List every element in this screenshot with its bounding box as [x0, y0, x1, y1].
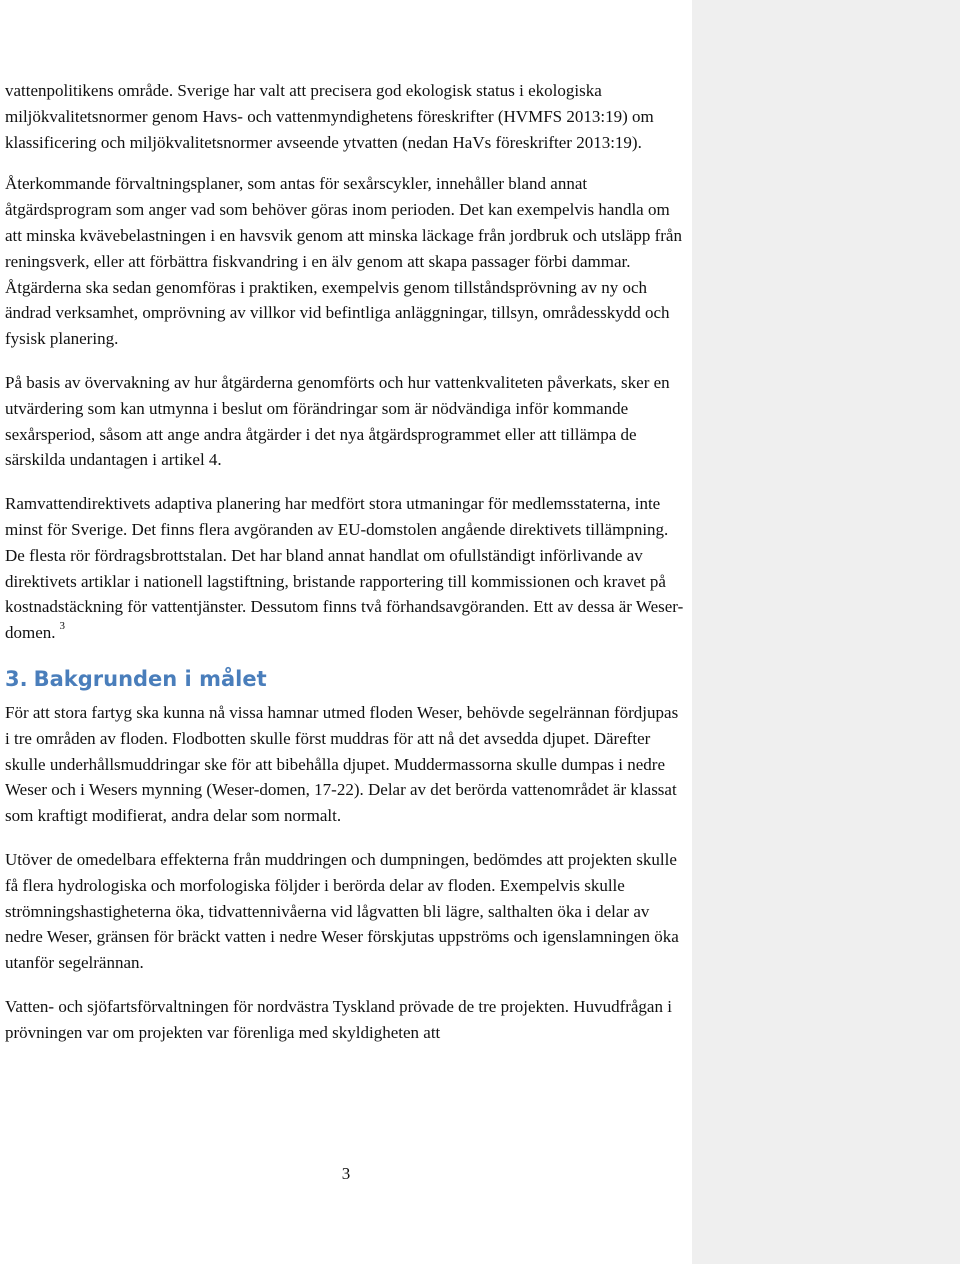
paragraph: På basis av övervakning av hur åtgärderna genomförts och hur vattenkvaliteten påverkats, sker en utvärdering som kan utmynna i beslut om förändringar som är nödvändiga inför kommande sexårsperiod, såsom att ange andra åtgärder i det nya åtgärdsprogrammet eller att tillämpa de särskilda undantagen i artikel 4. — [5, 372, 670, 470]
paragraph: För att stora fartyg ska kunna nå vissa hamnar utmed floden Weser, behövde segelrännan fördjupas i tre områden av floden. Flodbotten skulle först muddras för att nå det avsedda djupet. Därefter skulle underhållsmuddringar ske för att bibehålla djupet. Muddermassorna skulle dumpas i nedre Weser och i Wesers mynning (Weser-domen, 17-22). Delar av det berörda vattenområdet är klassat som kraftigt modifierat, andra delar som normalt. — [5, 702, 679, 826]
paragraph: Vatten- och sjöfartsförvaltningen för nordvästra Tyskland prövade de tre projekten. Huvudfrågan i prövningen var om projekten var förenliga med skyldigheten att — [5, 996, 672, 1042]
section-number: 3. — [5, 666, 28, 691]
section-title: Bakgrunden i målet — [33, 666, 267, 691]
paragraph-with-footnote — [5, 491, 685, 646]
footnote-reference[interactable]: 3 — [59, 620, 66, 633]
section-heading — [5, 664, 685, 694]
page-number: 3 — [341, 1164, 351, 1183]
body-text — [5, 78, 685, 1064]
paragraph: vattenpolitikens område. Sverige har valt att precisera god ekologisk status i ekologiska miljökvalitetsnormer genom Havs- och vattenmyndighetens föreskrifter (HVMFS 2013:19) om klassificering och miljökvalitetsnormer avseende ytvatten (nedan HaVs föreskrifter 2013:19). — [5, 81, 654, 152]
paragraph-text: Ramvattendirektivets adaptiva planering har medfört stora utmaningar för medlemsstaterna, inte minst för Sverige. Det finns flera avgöranden av EU-domstolen angående direktivets tillämpning. De flesta rör fördragsbrottstalan. Det har bland annat handlat om ofullständigt införlivande av direktivets artiklar i nationell lagstiftning, bristande rapportering till kommissionen och kravet på kostnadstäckning för vattentjänster. Dessutom finns två förhandsavgöranden. Ett av dessa är Weser-domen. — [5, 494, 684, 643]
comment-margin — [692, 0, 960, 1264]
paragraph: Återkommande förvaltningsplaner, som antas för sexårscykler, innehåller bland annat åtgärdsprogram som anger vad som behöver göras inom perioden. Det kan exempelvis handla om att minska kvävebelastningen i en havsvik genom att minska läckage från jordbruk och utsläpp från reningsverk, eller att förbättra fiskvandring i en älv genom att skapa passager förbi dammar. Åtgärderna ska sedan genomföras i praktiken, exempelvis genom tillståndsprövning av ny och ändrad verksamhet, omprövning av villkor vid befintliga anläggningar, tillsyn, områdesskydd och fysisk planering. — [5, 174, 682, 349]
paragraph: Utöver de omedelbara effekterna från muddringen och dumpningen, bedömdes att projekten skulle få flera hydrologiska och morfologiska följder i berörda delar av floden. Exempelvis skulle strömningshastigheterna öka, tidvattennivåerna vid lågvatten bli lägre, salthalten öka i delar av nedre Weser, gränsen för bräckt vatten i nedre Weser förskjutas uppströms och igenslamningen öka utanför segelrännan. — [5, 849, 679, 973]
